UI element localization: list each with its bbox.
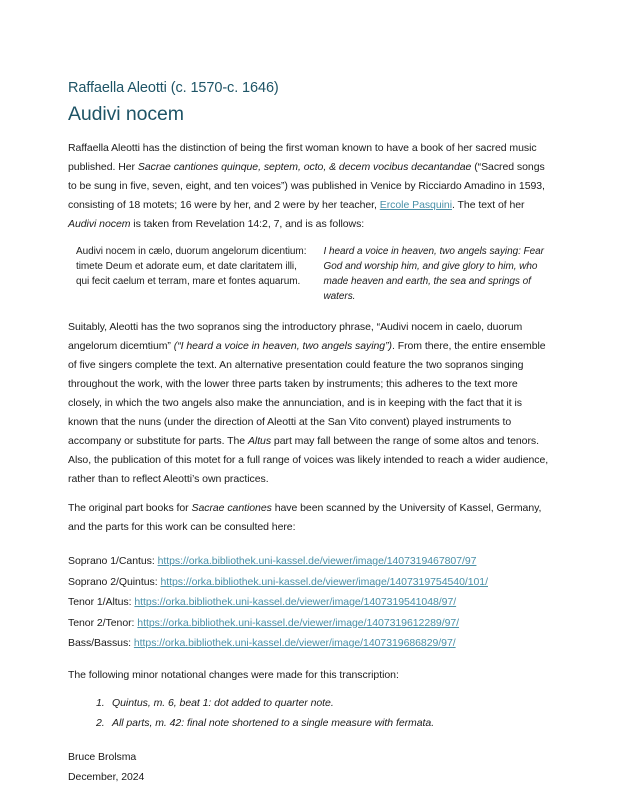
italic-run: Audivi nocem <box>68 218 131 230</box>
note-number: 2. <box>96 716 105 729</box>
publication-date: December, 2024 <box>68 770 145 783</box>
text-run: is taken from Revelation 14:2, 7, and is as follows: <box>130 218 365 230</box>
inline-link[interactable]: Ercole Pasquini <box>379 199 452 211</box>
part-link-row <box>68 633 554 654</box>
text-run: . From there, the entire ensemble of five singers complete the text. An alternative presentation could feature the two sopranos singing throughout the work, with the lower three parts taken by instruments; this adheres to the text more closely, in which the two angels also make the annunciation, and is in keeping with the fact that it is known that the nuns (under the direction of Aleotti at the San Vito convent) played instruments to accompany or substitute for parts. The <box>68 340 546 447</box>
work-title: Audivi nocem <box>68 103 184 125</box>
part-link-label: Tenor 2/Tenor: <box>68 616 138 629</box>
note-number: 1. <box>96 696 105 709</box>
text-run: (“Sacred songs to be sung in five, seven, eight, and ten voices”) was published in Venice by Ricciardo Amadino in 1593, consisting of 18 motets; 16 were by her, and 2 were by her teacher, <box>68 161 545 211</box>
part-link-row <box>68 613 554 634</box>
intro-paragraph <box>68 139 554 234</box>
italic-run: (“I heard a voice in heaven, two angels saying”) <box>173 340 392 352</box>
text-run: have been scanned by the University of Kassel, Germany, and the parts for this work can be consulted here: <box>68 502 542 533</box>
quote-english: I heard a voice in heaven, two angels saying: Fear God and worship him, and give glory to him, who made heaven and earth, the sea and springs of waters. <box>323 246 544 302</box>
part-link-url[interactable]: https://orka.bibliothek.uni-kassel.de/viewer/image/1407319686829/97/ <box>133 637 456 649</box>
part-link-label: Bass/Bassus: <box>68 637 134 649</box>
part-link-url[interactable]: https://orka.bibliothek.uni-kassel.de/viewer/image/1407319541048/97/ <box>134 596 457 608</box>
italic-run: Sacrae cantiones <box>191 502 272 514</box>
part-link-url[interactable]: https://orka.bibliothek.uni-kassel.de/viewer/image/1407319467807/97 <box>157 555 477 567</box>
text-run: Suitably, Aleotti has the two sopranos sing the introductory phrase, “Audivi nocem in caelo, duorum angelorum dicemtium” <box>68 321 523 352</box>
text-run: Raffaella Aleotti has the distinction of being the first woman known to have a book of her sacred music published. Her <box>68 142 537 173</box>
note-item <box>68 713 554 733</box>
part-link-row <box>68 592 554 613</box>
part-link-url[interactable]: https://orka.bibliothek.uni-kassel.de/viewer/image/1407319612289/97/ <box>137 616 460 629</box>
quote-latin: Audivi nocem in cælo, duorum angelorum dicentium: timete Deum et adorate eum, et date claritatem illi, qui fecit caelum et terram, mare et fontes aquarum. <box>76 246 307 287</box>
part-link-row <box>68 551 554 572</box>
italic-run: Sacrae cantiones quinque, septem, octo, & decem vocibus decantandae <box>137 161 472 173</box>
part-link-row <box>68 572 554 593</box>
part-link-label: Tenor 1/Altus: <box>68 596 135 608</box>
part-link-label: Soprano 1/Cantus: <box>68 555 158 567</box>
note-text: Quintus, m. 6, beat 1: dot added to quarter note. <box>112 696 334 709</box>
part-link-url[interactable]: https://orka.bibliothek.uni-kassel.de/viewer/image/1407319754540/101/ <box>160 575 488 588</box>
note-item <box>68 693 554 713</box>
part-links-list <box>68 551 554 654</box>
note-text: All parts, m. 42: final note shortened to a single measure with fermata. <box>112 716 435 729</box>
text-run: part may fall between the range of some altos and tenors. Also, the publication of this motet for a full range of voices was likely intended to reach a wider audience, rather than to reflect Aleotti’s own practices. <box>68 435 549 485</box>
scans-intro-paragraph <box>68 499 554 537</box>
notes-intro-paragraph: The following minor notational changes were made for this transcription: <box>68 668 399 681</box>
author-name: Bruce Brolsma <box>68 750 137 763</box>
text-run: . The text of her <box>452 199 525 211</box>
italic-run: Altus <box>247 435 272 447</box>
author-heading: Raffaella Aleotti (c. 1570-c. 1646) <box>68 80 279 96</box>
analysis-paragraph <box>68 318 554 489</box>
signature-block <box>68 747 554 787</box>
translation-table <box>68 244 554 304</box>
text-run: The original part books for <box>68 502 192 514</box>
notes-list <box>68 693 554 733</box>
part-link-label: Soprano 2/Quintus: <box>68 575 161 588</box>
